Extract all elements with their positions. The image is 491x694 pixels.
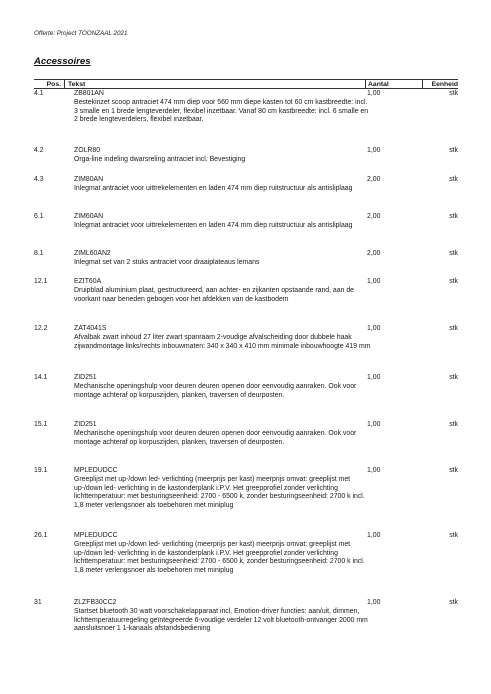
- row-unit: stk: [449, 278, 458, 285]
- row-desc: Inlegmat antraciet voor uittrekelementen en laden 474 mm diep ruitstructuur als antisliplaag: [74, 184, 353, 192]
- row-desc: Mechanische openingshulp voor deuren deuren openen door eenvoudig aanraken. Ook voor montage achteraf op korpuszijden, planken, traversen of deurposten.: [74, 429, 357, 446]
- row-qty: 1,00: [367, 278, 381, 285]
- row-pos: 12.1: [34, 278, 48, 285]
- row-pos: 19.1: [34, 467, 48, 474]
- row-code: ZIM60AN: [74, 213, 104, 220]
- row-pos: 4.1: [34, 90, 44, 97]
- row-unit: stk: [449, 467, 458, 474]
- row-desc: Inlegmat set van 2 stuks antraciet voor draaiplateaus lemans: [74, 258, 260, 266]
- column-header-unit: Eenheid: [431, 81, 458, 88]
- row-code: ZAT4041S: [74, 325, 107, 332]
- row-pos: 4.2: [34, 147, 44, 154]
- row-qty: 1,00: [367, 421, 381, 428]
- row-unit: stk: [449, 147, 458, 154]
- row-pos: 26.1: [34, 532, 48, 539]
- table-header: [34, 79, 458, 89]
- row-code: ZID251: [74, 421, 97, 428]
- row-desc: Startset bluetooth 30 watt voorschakelapparaat incl. Emotion-driver functies: aan/uit, dimmen, lichttemperatuurregeling geïntegreerde 6-voudige verdeler 12 volt bluetooth-ontvanger 2000 mm aansluitsnoer 1 1-kanaals afstandsbediening: [74, 607, 368, 633]
- row-code: MPLEDUDCC: [74, 467, 118, 474]
- row-unit: stk: [449, 599, 458, 606]
- row-qty: 1,00: [367, 599, 381, 606]
- row-pos: 31: [34, 599, 42, 606]
- row-pos: 6.1: [34, 213, 44, 220]
- row-qty: 1,00: [367, 90, 381, 97]
- row-code: ZID251: [74, 374, 97, 381]
- row-qty: 1,00: [367, 532, 381, 539]
- row-pos: 14.1: [34, 374, 48, 381]
- row-code: ZOLR80: [74, 147, 101, 154]
- row-unit: stk: [449, 250, 458, 257]
- column-header-pos: Pos.: [34, 80, 65, 89]
- row-pos: 12.2: [34, 325, 48, 332]
- row-qty: 2,00: [367, 250, 381, 257]
- row-unit: stk: [449, 176, 458, 183]
- row-code: ZB801AN: [74, 90, 104, 97]
- column-header-text: Tekst: [68, 80, 366, 89]
- row-desc: Greeplijst met up-/down led- verlichting (meerprijs per kast) meerprijs omvat: greeplijst met up-/down led- verlichting in de kastonderplank i.P.V. Het greepprofiel zonder verlichting lichttemperatuur: met besturingseenheid: 2700 - 6500 k, zonder besturingseenheid: 2700 k incl. 1,8 meter verlengsnoer als toebehoren met miniplug: [74, 540, 365, 575]
- row-pos: 15.1: [34, 421, 48, 428]
- row-qty: 2,00: [367, 176, 381, 183]
- row-desc: Greeplijst met up-/down led- verlichting (meerprijs per kast) meerprijs omvat: greeplijst met up-/down led- verlichting in de kastonderplank i.P.V. Het greepprofiel zonder verlichting lichttemperatuur: met besturingseenheid: 2700 - 6500 k, zonder besturingseenheid: 2700 k incl. 1,8 meter verlengsnoer als toebehoren met miniplug: [74, 475, 365, 510]
- row-qty: 1,00: [367, 325, 381, 332]
- row-code: MPLEDUDCC: [74, 532, 118, 539]
- row-pos: 4.3: [34, 176, 44, 183]
- row-qty: 1,00: [367, 374, 381, 381]
- row-qty: 1,00: [367, 467, 381, 474]
- row-unit: stk: [449, 374, 458, 381]
- row-pos: 8.1: [34, 250, 44, 257]
- row-unit: stk: [449, 421, 458, 428]
- row-code: ZLZFB30CC2: [74, 599, 117, 606]
- row-code: ZIML60AN2: [74, 250, 111, 257]
- row-unit: stk: [449, 325, 458, 332]
- row-code: EZIT60A: [74, 278, 102, 285]
- section-title: Accessoires: [34, 56, 91, 67]
- row-desc: Inlegmat antraciet voor uittrekelementen en laden 474 mm diep ruitstructuur als antisliplaag: [74, 221, 353, 229]
- row-unit: stk: [449, 90, 458, 97]
- row-unit: stk: [449, 532, 458, 539]
- row-unit: stk: [449, 213, 458, 220]
- row-desc: Bestekinzet scoop antraciet 474 mm diep voor 560 mm diepe kasten tot 60 cm kastbreedte: incl. 3 smalle en 1 brede lengteverdeler, flexibel inzetbaar. Vanaf 80 cm kastbreedte: incl. 6 smalle en 2 brede lengteverdelers, flexibel inzetbaar.: [74, 98, 369, 124]
- row-desc: Orga-line indeling dwarsreling antraciet incl. Bevestiging: [74, 155, 246, 163]
- row-qty: 2,00: [367, 213, 381, 220]
- row-desc: Mechanische openingshulp voor deuren deuren openen door eenvoudig aanraken. Ook voor montage achteraf op korpuszijden, planken, traversen of deurposten.: [74, 382, 357, 399]
- row-desc: Afvalbak zwart inhoud 27 liter zwart spanraam 2-voudige afvalscheiding door dubbele haak zijwandmontage links/rechts inbouwmaten: 340 x 340 x 410 mm minimale inbouwhoogte 419 mm: [74, 333, 371, 350]
- row-code: ZIM80AN: [74, 176, 104, 183]
- row-desc: Druipblad aluminium plaat, gestructureerd, aan achter- en zijkanten opstaande rand, aan de voorkant naar beneden gebogen voor het afdekken van de kastbodem: [74, 286, 355, 303]
- accessories-table: [34, 79, 458, 633]
- row-qty: 1,00: [367, 147, 381, 154]
- offer-header: Offerte: Project TOONZAAL 2021: [34, 30, 128, 37]
- column-header-qty: Aantal: [367, 80, 423, 89]
